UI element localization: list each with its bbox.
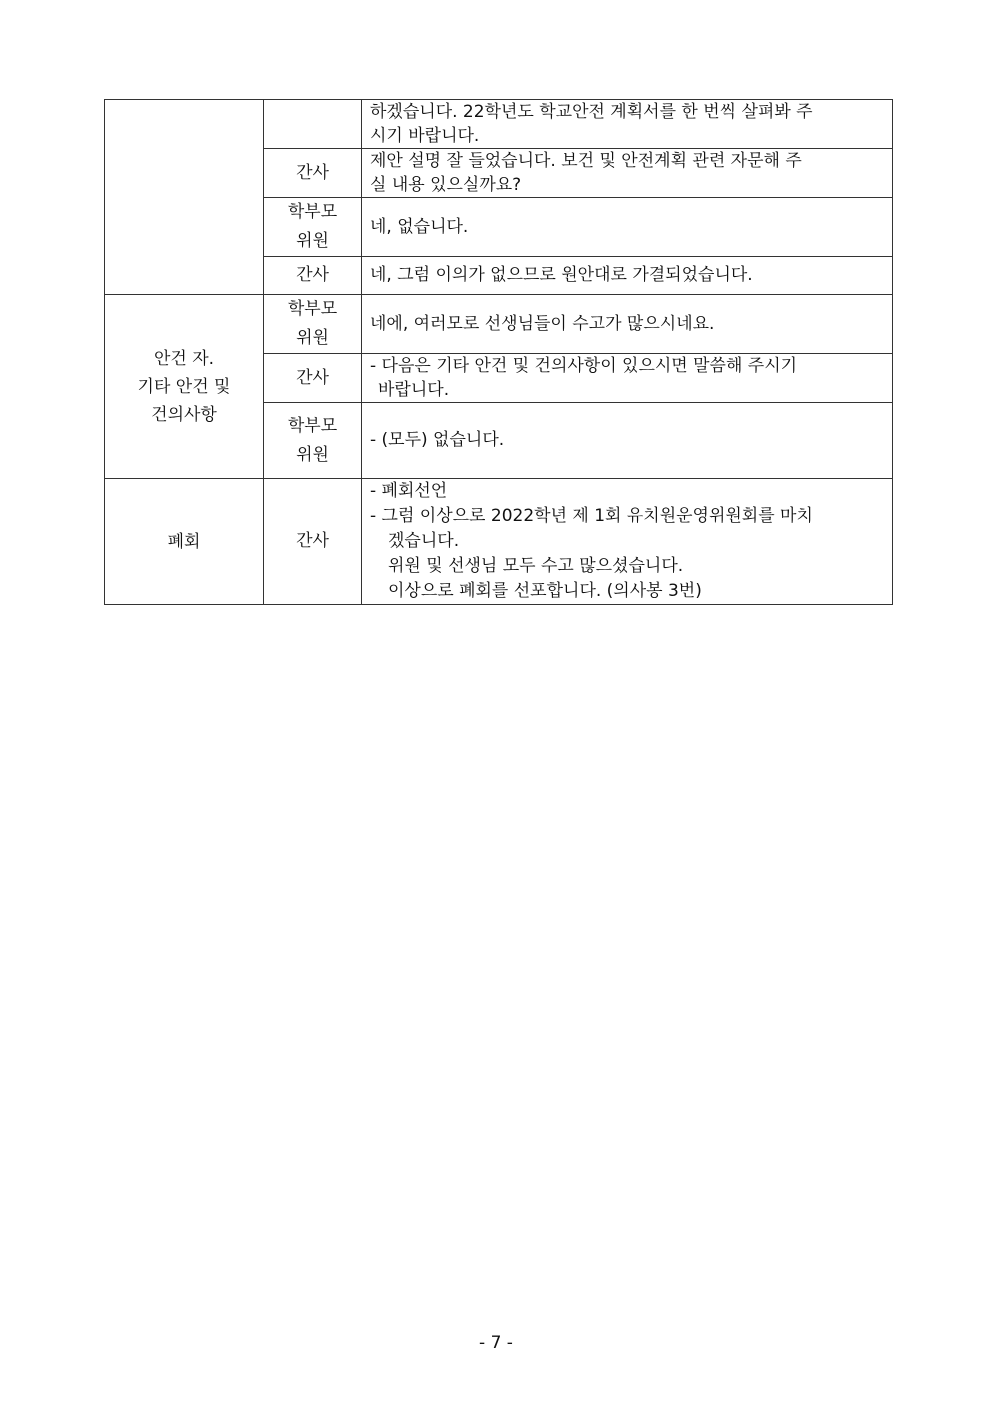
speaker-line: 위원 (296, 444, 329, 465)
page-number: - 7 - (479, 1333, 513, 1353)
content-cell: 네, 없습니다. (362, 198, 893, 257)
section-cell: 폐회 (105, 479, 264, 605)
content-cell: 네, 그럼 이의가 없으므로 원안대로 가결되었습니다. (362, 257, 893, 295)
content-line: - 그럼 이상으로 2022학년 제 1회 유치원운영위원회를 마치 (370, 506, 813, 526)
speaker-cell: 간사 (264, 149, 362, 198)
meeting-minutes-table (104, 99, 893, 605)
speaker-cell (264, 403, 362, 479)
content-cell: 네에, 여러모로 선생님들이 수고가 많으시네요. (362, 295, 893, 354)
section-line: 건의사항 (151, 404, 217, 425)
table-row (105, 100, 893, 149)
speaker-cell: 간사 (264, 354, 362, 403)
content-line: 하겠습니다. 22학년도 학교안전 계획서를 한 번씩 살펴봐 주 (370, 102, 813, 122)
content-cell: - (모두) 없습니다. (362, 403, 893, 479)
speaker-line: 학부모 (287, 202, 338, 222)
speaker-line: 학부모 (287, 299, 338, 319)
content-line: 실 내용 있으실까요? (370, 175, 522, 195)
speaker-cell-empty (264, 100, 362, 149)
table-row (105, 295, 893, 354)
content-line: - 다음은 기타 안건 및 건의사항이 있으시면 말씀해 주시기 (370, 356, 798, 376)
content-cell (362, 100, 893, 149)
section-cell-empty (105, 100, 264, 295)
content-line: 겠습니다. (388, 531, 460, 551)
speaker-line: 학부모 (287, 415, 338, 436)
speaker-line: 위원 (296, 231, 329, 251)
content-line: 바랍니다. (378, 380, 450, 400)
speaker-line: 위원 (296, 328, 329, 348)
speaker-cell (264, 198, 362, 257)
speaker-cell: 간사 (264, 257, 362, 295)
content-cell (362, 149, 893, 198)
content-line: 제안 설명 잘 들었습니다. 보건 및 안전계획 관련 자문해 주 (370, 151, 802, 171)
speaker-cell (264, 295, 362, 354)
content-line: 이상으로 폐회를 선포합니다. (의사봉 3번) (388, 581, 702, 601)
table-row (105, 479, 893, 605)
content-line: 위원 및 선생님 모두 수고 많으셨습니다. (388, 556, 684, 576)
section-line: 기타 안건 및 (137, 376, 231, 397)
content-cell (362, 354, 893, 403)
speaker-cell: 간사 (264, 479, 362, 605)
content-line: - 폐회선언 (370, 481, 448, 501)
content-line: 시기 바랍니다. (370, 126, 480, 146)
section-cell (105, 295, 264, 479)
content-cell (362, 479, 893, 605)
section-line: 안건 자. (153, 348, 215, 369)
